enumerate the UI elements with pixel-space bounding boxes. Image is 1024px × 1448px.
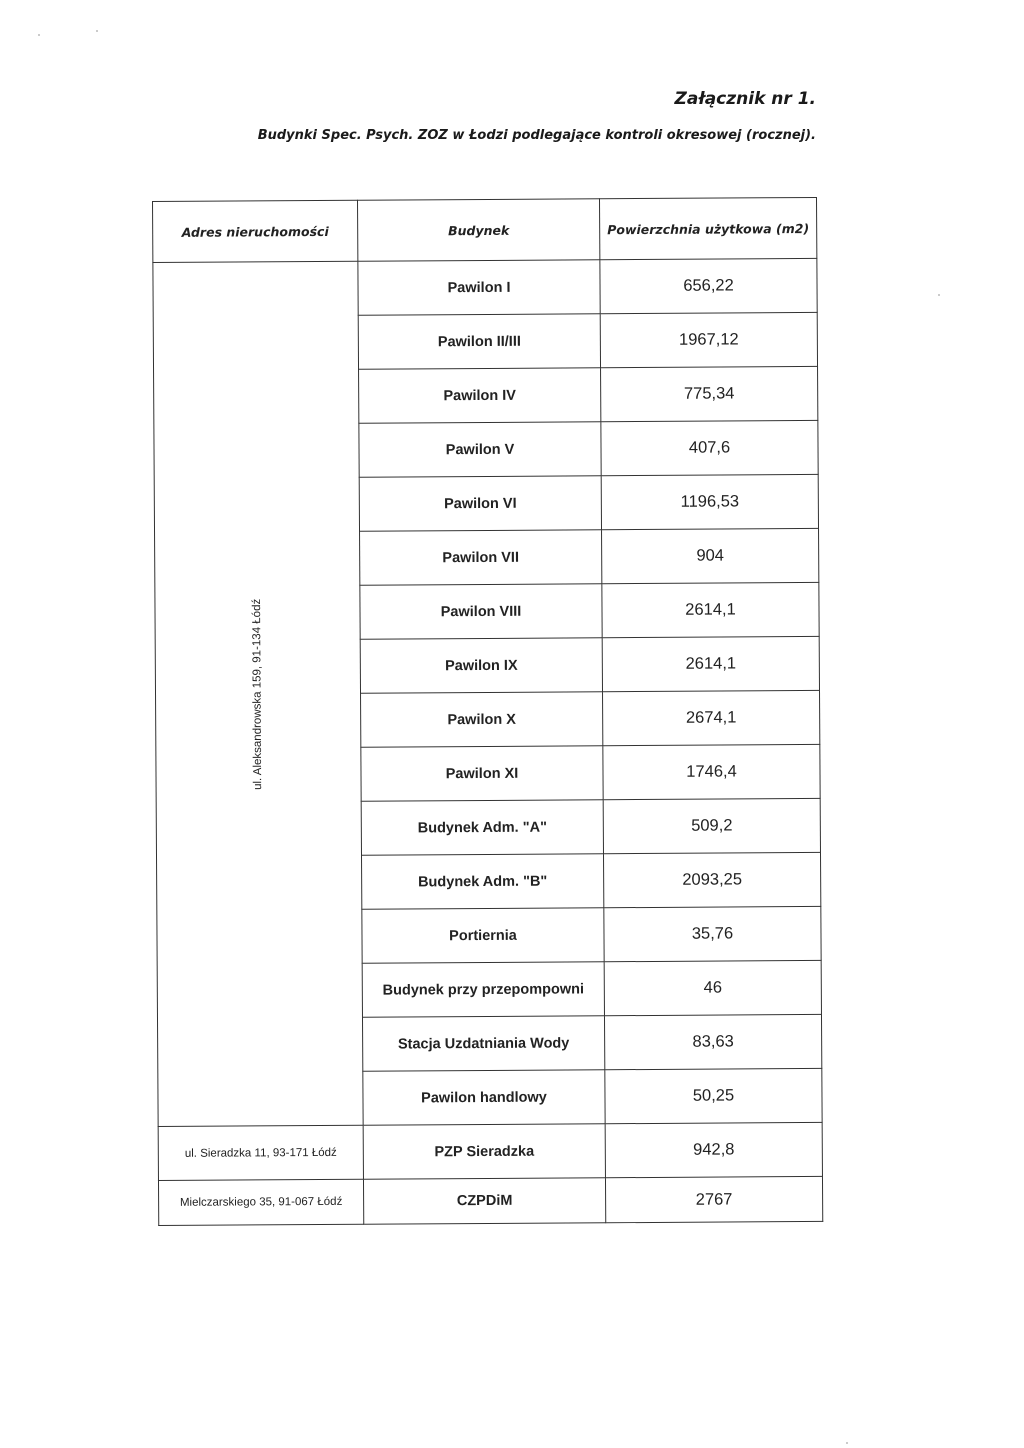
building-name-cell: Pawilon X: [361, 692, 603, 747]
building-name-cell: Pawilon IX: [360, 638, 602, 693]
area-value-cell: 2614,1: [602, 636, 819, 691]
area-value-cell: 904: [602, 528, 819, 583]
building-name-cell: Pawilon VIII: [360, 584, 602, 639]
address-cell: Mielczarskiego 35, 91-067 Łódź: [158, 1179, 363, 1225]
building-name-cell: Pawilon VI: [359, 476, 601, 531]
building-name-cell: Pawilon V: [359, 422, 601, 477]
area-value-cell: 2674,1: [603, 690, 820, 745]
scan-speck: [846, 1442, 848, 1444]
area-value-cell: 656,22: [600, 258, 817, 313]
building-name-cell: PZP Sieradzka: [363, 1124, 605, 1179]
area-value-cell: 775,34: [601, 366, 818, 421]
area-value-cell: 1196,53: [601, 474, 818, 529]
area-value-cell: 1967,12: [600, 312, 817, 367]
building-name-cell: Budynek przy przepompowni: [362, 962, 604, 1017]
building-name-cell: Portiernia: [362, 908, 604, 963]
building-name-cell: CZPDiM: [363, 1178, 605, 1224]
building-name-cell: Budynek Adm. "B": [362, 854, 604, 909]
column-header-area: Powierzchnia użytkowa (m2): [599, 197, 816, 259]
attachment-title: Załącznik nr 1.: [674, 89, 816, 109]
address-cell: ul. Sieradzka 11, 93-171 Łódź: [158, 1125, 363, 1180]
area-value-cell: 83,63: [604, 1014, 821, 1069]
area-value-cell: 1746,4: [603, 744, 820, 799]
area-value-cell: 2093,25: [603, 852, 820, 907]
building-name-cell: Stacja Uzdatniania Wody: [362, 1016, 604, 1071]
column-header-building: Budynek: [357, 199, 599, 261]
column-header-address: Adres nieruchomości: [153, 200, 358, 262]
building-name-cell: Pawilon IV: [359, 368, 601, 423]
table-row: [158, 1122, 822, 1180]
table-header-row: [153, 197, 817, 262]
address-vertical-text: ul. Aleksandrowska 159, 91-134 Łódź: [251, 598, 265, 790]
scan-speck: [38, 34, 40, 36]
document-subtitle: Budynki Spec. Psych. ZOZ w Łodzi podlegające kontroli okresowej (rocznej).: [257, 128, 816, 143]
table-row: [158, 1176, 822, 1225]
area-value-cell: 407,6: [601, 420, 818, 475]
scan-speck: [96, 30, 98, 32]
table-row: [153, 258, 817, 316]
address-cell-merged: [153, 261, 363, 1126]
building-name-cell: Pawilon XI: [361, 746, 603, 801]
building-name-cell: Pawilon handlowy: [363, 1070, 605, 1125]
area-value-cell: 2614,1: [602, 582, 819, 637]
area-value-cell: 50,25: [605, 1068, 822, 1123]
building-name-cell: Pawilon I: [358, 260, 600, 315]
area-value-cell: 2767: [605, 1176, 822, 1222]
building-name-cell: Pawilon VII: [360, 530, 602, 585]
area-value-cell: 942,8: [605, 1122, 822, 1177]
building-name-cell: Pawilon II/III: [358, 314, 600, 369]
area-value-cell: 509,2: [603, 798, 820, 853]
area-value-cell: 35,76: [604, 906, 821, 961]
building-name-cell: Budynek Adm. "A": [361, 800, 603, 855]
scan-speck: [938, 294, 940, 296]
buildings-table: [152, 197, 823, 1226]
area-value-cell: 46: [604, 960, 821, 1015]
